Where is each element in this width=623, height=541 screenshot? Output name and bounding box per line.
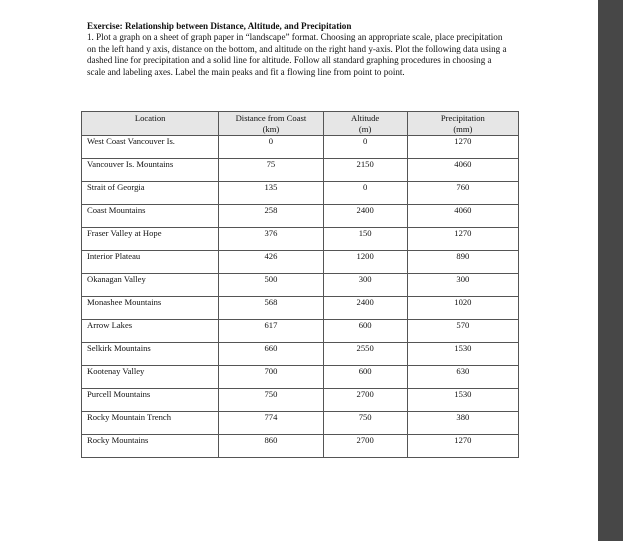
cell-distance: 700 bbox=[219, 366, 323, 389]
cell-location: Coast Mountains bbox=[82, 205, 219, 228]
cell-distance: 860 bbox=[219, 435, 323, 458]
exercise-body: 1. Plot a graph on a sheet of graph paper in “landscape” format. Choosing an appropriate scale, place precipitation on the left hand y axis, distance on the bottom, and altitude on the right hand y-axis. Plot the following data using a dashed line for precipitation and a solid line for altitude. Follow all standard graphing procedures in choosing a scale and labeling axes. Label the main peaks and fit a flowing line from point to point. bbox=[87, 32, 507, 77]
table-row bbox=[82, 182, 519, 205]
cell-precipitation: 300 bbox=[407, 274, 518, 297]
cell-precipitation: 1530 bbox=[407, 389, 518, 412]
cell-distance: 426 bbox=[219, 251, 323, 274]
table-row bbox=[82, 297, 519, 320]
cell-distance: 258 bbox=[219, 205, 323, 228]
cell-altitude: 750 bbox=[323, 412, 407, 435]
cell-precipitation: 630 bbox=[407, 366, 518, 389]
cell-precipitation: 890 bbox=[407, 251, 518, 274]
cell-location: Okanagan Valley bbox=[82, 274, 219, 297]
table-header bbox=[82, 112, 519, 136]
cell-location: Monashee Mountains bbox=[82, 297, 219, 320]
table-row bbox=[82, 251, 519, 274]
exercise-title: Exercise: Relationship between Distance, Altitude, and Precipitation bbox=[87, 21, 352, 31]
cell-precipitation: 1270 bbox=[407, 136, 518, 159]
cell-location: Interior Plateau bbox=[82, 251, 219, 274]
table-row bbox=[82, 228, 519, 251]
cell-altitude: 2700 bbox=[323, 435, 407, 458]
table-row bbox=[82, 205, 519, 228]
header-precipitation: Precipitation (mm) bbox=[407, 112, 518, 136]
cell-distance: 500 bbox=[219, 274, 323, 297]
cell-location: Rocky Mountains bbox=[82, 435, 219, 458]
cell-precipitation: 1270 bbox=[407, 228, 518, 251]
header-altitude: Altitude (m) bbox=[323, 112, 407, 136]
cell-location: Purcell Mountains bbox=[82, 389, 219, 412]
cell-altitude: 300 bbox=[323, 274, 407, 297]
cell-distance: 376 bbox=[219, 228, 323, 251]
table-row bbox=[82, 320, 519, 343]
cell-location: Strait of Georgia bbox=[82, 182, 219, 205]
cell-distance: 617 bbox=[219, 320, 323, 343]
table-row bbox=[82, 274, 519, 297]
cell-distance: 568 bbox=[219, 297, 323, 320]
table-row bbox=[82, 412, 519, 435]
window-side-bar bbox=[598, 0, 623, 541]
cell-precipitation: 760 bbox=[407, 182, 518, 205]
cell-location: West Coast Vancouver Is. bbox=[82, 136, 219, 159]
cell-altitude: 2400 bbox=[323, 297, 407, 320]
cell-location: Fraser Valley at Hope bbox=[82, 228, 219, 251]
table-body bbox=[82, 136, 519, 458]
table-row bbox=[82, 136, 519, 159]
cell-altitude: 0 bbox=[323, 136, 407, 159]
data-table bbox=[81, 111, 519, 458]
cell-location: Kootenay Valley bbox=[82, 366, 219, 389]
table-row bbox=[82, 366, 519, 389]
cell-precipitation: 570 bbox=[407, 320, 518, 343]
cell-distance: 774 bbox=[219, 412, 323, 435]
cell-location: Arrow Lakes bbox=[82, 320, 219, 343]
cell-distance: 0 bbox=[219, 136, 323, 159]
cell-location: Selkirk Mountains bbox=[82, 343, 219, 366]
cell-altitude: 600 bbox=[323, 366, 407, 389]
cell-precipitation: 1530 bbox=[407, 343, 518, 366]
cell-altitude: 1200 bbox=[323, 251, 407, 274]
cell-altitude: 150 bbox=[323, 228, 407, 251]
cell-altitude: 0 bbox=[323, 182, 407, 205]
cell-altitude: 600 bbox=[323, 320, 407, 343]
cell-distance: 660 bbox=[219, 343, 323, 366]
cell-distance: 135 bbox=[219, 182, 323, 205]
cell-location: Rocky Mountain Trench bbox=[82, 412, 219, 435]
table-row bbox=[82, 389, 519, 412]
table-row bbox=[82, 435, 519, 458]
cell-precipitation: 1270 bbox=[407, 435, 518, 458]
cell-distance: 75 bbox=[219, 159, 323, 182]
cell-altitude: 2150 bbox=[323, 159, 407, 182]
cell-altitude: 2550 bbox=[323, 343, 407, 366]
header-location: Location bbox=[82, 112, 219, 136]
table-row bbox=[82, 343, 519, 366]
table-row bbox=[82, 159, 519, 182]
cell-precipitation: 4060 bbox=[407, 205, 518, 228]
cell-altitude: 2400 bbox=[323, 205, 407, 228]
cell-altitude: 2700 bbox=[323, 389, 407, 412]
cell-distance: 750 bbox=[219, 389, 323, 412]
cell-location: Vancouver Is. Mountains bbox=[82, 159, 219, 182]
exercise-instructions bbox=[87, 21, 507, 78]
cell-precipitation: 380 bbox=[407, 412, 518, 435]
header-distance: Distance from Coast (km) bbox=[219, 112, 323, 136]
cell-precipitation: 1020 bbox=[407, 297, 518, 320]
cell-precipitation: 4060 bbox=[407, 159, 518, 182]
